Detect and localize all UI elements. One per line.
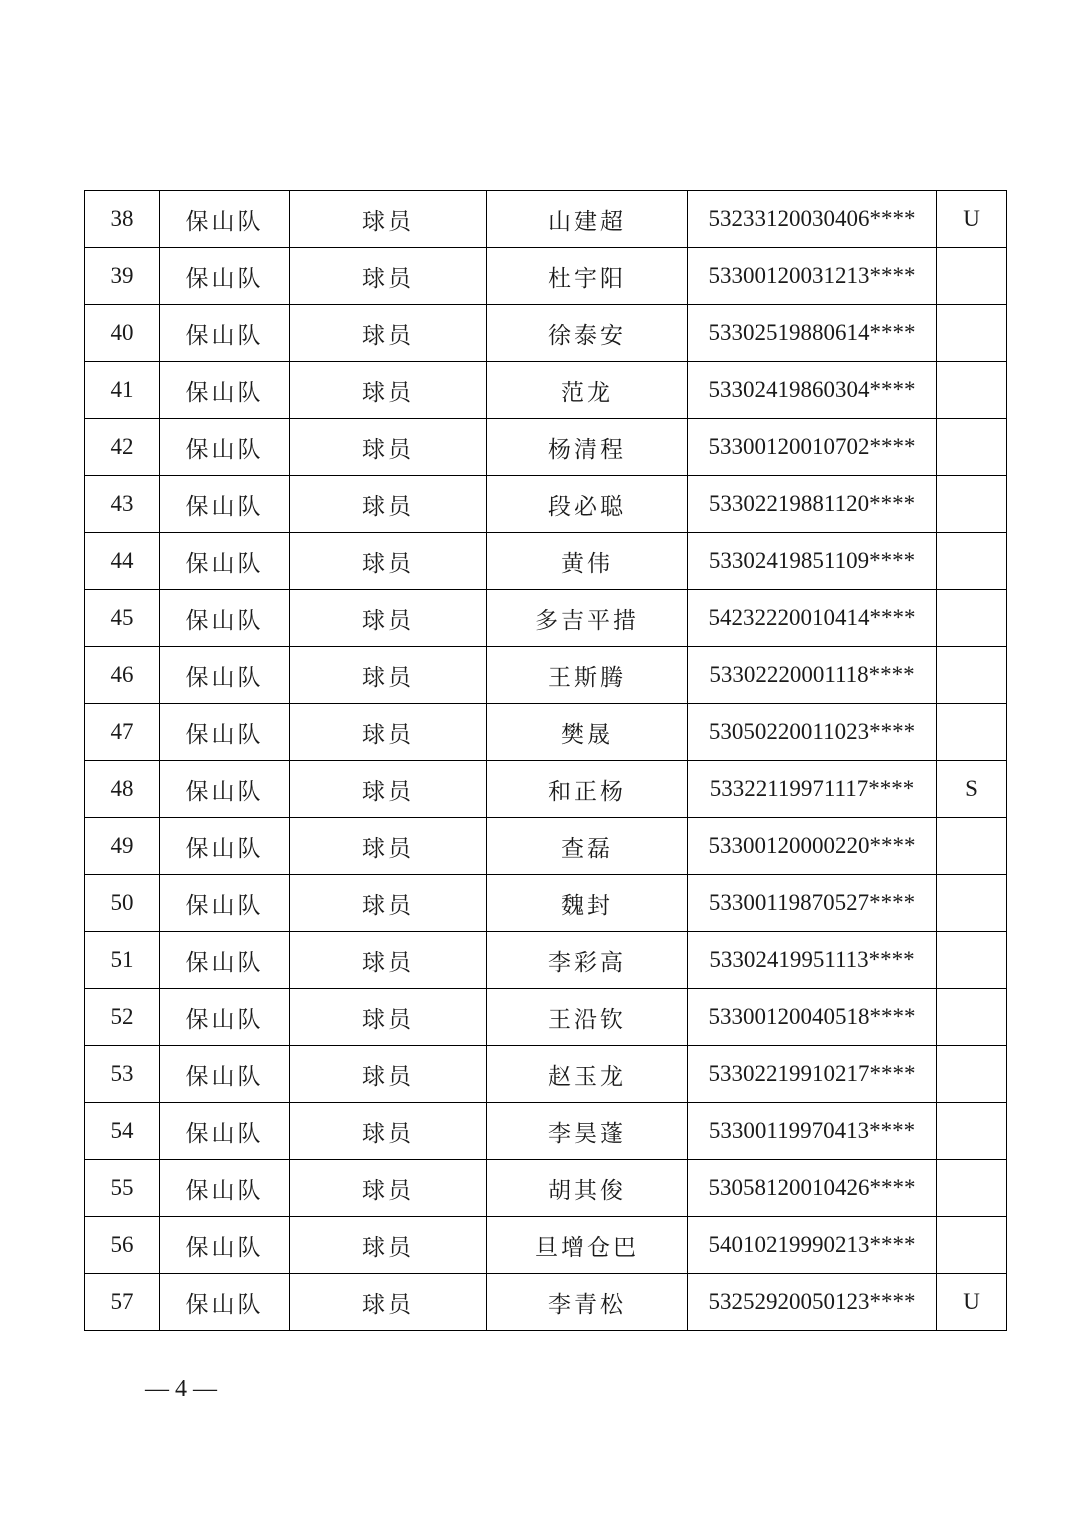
row-number-cell: 41 <box>85 362 160 419</box>
team-cell: 保山队 <box>160 875 290 932</box>
team-cell: 保山队 <box>160 647 290 704</box>
table-row <box>85 419 1007 476</box>
id-number-cell: 54232220010414**** <box>688 590 937 647</box>
note-cell: U <box>937 1274 1007 1331</box>
team-cell: 保山队 <box>160 476 290 533</box>
row-number-cell: 42 <box>85 419 160 476</box>
role-cell: 球员 <box>290 1274 487 1331</box>
team-cell: 保山队 <box>160 1274 290 1331</box>
role-cell: 球员 <box>290 248 487 305</box>
id-number-cell: 53302419851109**** <box>688 533 937 590</box>
role-cell: 球员 <box>290 647 487 704</box>
player-name-cell: 李昊蓬 <box>487 1103 688 1160</box>
note-cell <box>937 818 1007 875</box>
row-number-cell: 49 <box>85 818 160 875</box>
table-row <box>85 476 1007 533</box>
table-row <box>85 818 1007 875</box>
id-number-cell: 53302419860304**** <box>688 362 937 419</box>
table-row <box>85 989 1007 1046</box>
player-name-cell: 王斯腾 <box>487 647 688 704</box>
row-number-cell: 40 <box>85 305 160 362</box>
role-cell: 球员 <box>290 1103 487 1160</box>
id-number-cell: 53252920050123**** <box>688 1274 937 1331</box>
table-row <box>85 1160 1007 1217</box>
player-name-cell: 旦增仓巴 <box>487 1217 688 1274</box>
role-cell: 球员 <box>290 932 487 989</box>
team-cell: 保山队 <box>160 1103 290 1160</box>
id-number-cell: 53058120010426**** <box>688 1160 937 1217</box>
role-cell: 球员 <box>290 818 487 875</box>
team-cell: 保山队 <box>160 191 290 248</box>
table-row <box>85 1274 1007 1331</box>
role-cell: 球员 <box>290 362 487 419</box>
role-cell: 球员 <box>290 419 487 476</box>
table-row <box>85 1217 1007 1274</box>
note-cell <box>937 932 1007 989</box>
table-row <box>85 248 1007 305</box>
row-number-cell: 45 <box>85 590 160 647</box>
id-number-cell: 53300120010702**** <box>688 419 937 476</box>
note-cell <box>937 1103 1007 1160</box>
team-cell: 保山队 <box>160 362 290 419</box>
team-cell: 保山队 <box>160 704 290 761</box>
team-cell: 保山队 <box>160 305 290 362</box>
table-row <box>85 191 1007 248</box>
player-name-cell: 李青松 <box>487 1274 688 1331</box>
id-number-cell: 53302220001118**** <box>688 647 937 704</box>
table-row <box>85 533 1007 590</box>
id-number-cell: 53300120040518**** <box>688 989 937 1046</box>
team-cell: 保山队 <box>160 1046 290 1103</box>
team-cell: 保山队 <box>160 1160 290 1217</box>
id-number-cell: 53322119971117**** <box>688 761 937 818</box>
id-number-cell: 53302219910217**** <box>688 1046 937 1103</box>
note-cell <box>937 419 1007 476</box>
note-cell <box>937 989 1007 1046</box>
role-cell: 球员 <box>290 989 487 1046</box>
player-name-cell: 徐泰安 <box>487 305 688 362</box>
player-name-cell: 王沿钦 <box>487 989 688 1046</box>
player-name-cell: 杨清程 <box>487 419 688 476</box>
role-cell: 球员 <box>290 1160 487 1217</box>
table-row <box>85 875 1007 932</box>
note-cell <box>937 1160 1007 1217</box>
row-number-cell: 46 <box>85 647 160 704</box>
team-cell: 保山队 <box>160 761 290 818</box>
table-row <box>85 932 1007 989</box>
note-cell <box>937 704 1007 761</box>
id-number-cell: 53302219881120**** <box>688 476 937 533</box>
player-name-cell: 胡其俊 <box>487 1160 688 1217</box>
player-name-cell: 杜宇阳 <box>487 248 688 305</box>
role-cell: 球员 <box>290 1046 487 1103</box>
team-cell: 保山队 <box>160 989 290 1046</box>
id-number-cell: 53302519880614**** <box>688 305 937 362</box>
role-cell: 球员 <box>290 533 487 590</box>
team-cell: 保山队 <box>160 533 290 590</box>
role-cell: 球员 <box>290 875 487 932</box>
player-name-cell: 和正杨 <box>487 761 688 818</box>
table-row <box>85 761 1007 818</box>
row-number-cell: 53 <box>85 1046 160 1103</box>
role-cell: 球员 <box>290 761 487 818</box>
note-cell <box>937 476 1007 533</box>
table-row <box>85 362 1007 419</box>
table-row <box>85 305 1007 362</box>
role-cell: 球员 <box>290 476 487 533</box>
row-number-cell: 56 <box>85 1217 160 1274</box>
note-cell: U <box>937 191 1007 248</box>
player-name-cell: 山建超 <box>487 191 688 248</box>
row-number-cell: 47 <box>85 704 160 761</box>
note-cell <box>937 305 1007 362</box>
note-cell <box>937 1046 1007 1103</box>
id-number-cell: 53300119970413**** <box>688 1103 937 1160</box>
team-cell: 保山队 <box>160 932 290 989</box>
team-cell: 保山队 <box>160 419 290 476</box>
team-cell: 保山队 <box>160 248 290 305</box>
table-row <box>85 590 1007 647</box>
note-cell: S <box>937 761 1007 818</box>
id-number-cell: 53300120000220**** <box>688 818 937 875</box>
role-cell: 球员 <box>290 191 487 248</box>
note-cell <box>937 875 1007 932</box>
team-cell: 保山队 <box>160 1217 290 1274</box>
row-number-cell: 52 <box>85 989 160 1046</box>
note-cell <box>937 590 1007 647</box>
note-cell <box>937 647 1007 704</box>
id-number-cell: 53300120031213**** <box>688 248 937 305</box>
note-cell <box>937 362 1007 419</box>
player-name-cell: 樊晟 <box>487 704 688 761</box>
table-row <box>85 1046 1007 1103</box>
role-cell: 球员 <box>290 704 487 761</box>
id-number-cell: 53050220011023**** <box>688 704 937 761</box>
row-number-cell: 51 <box>85 932 160 989</box>
note-cell <box>937 248 1007 305</box>
player-name-cell: 李彩高 <box>487 932 688 989</box>
player-name-cell: 赵玉龙 <box>487 1046 688 1103</box>
row-number-cell: 54 <box>85 1103 160 1160</box>
id-number-cell: 53302419951113**** <box>688 932 937 989</box>
player-name-cell: 魏封 <box>487 875 688 932</box>
note-cell <box>937 1217 1007 1274</box>
roster-table-body <box>85 191 1007 1331</box>
row-number-cell: 57 <box>85 1274 160 1331</box>
id-number-cell: 53233120030406**** <box>688 191 937 248</box>
table-row <box>85 1103 1007 1160</box>
player-name-cell: 多吉平措 <box>487 590 688 647</box>
row-number-cell: 43 <box>85 476 160 533</box>
row-number-cell: 55 <box>85 1160 160 1217</box>
player-roster-table <box>84 190 1007 1331</box>
player-name-cell: 段必聪 <box>487 476 688 533</box>
row-number-cell: 38 <box>85 191 160 248</box>
row-number-cell: 39 <box>85 248 160 305</box>
note-cell <box>937 533 1007 590</box>
row-number-cell: 50 <box>85 875 160 932</box>
row-number-cell: 44 <box>85 533 160 590</box>
row-number-cell: 48 <box>85 761 160 818</box>
table-row <box>85 647 1007 704</box>
page-number: — 4 — <box>145 1376 217 1402</box>
id-number-cell: 54010219990213**** <box>688 1217 937 1274</box>
table-row <box>85 704 1007 761</box>
player-name-cell: 黄伟 <box>487 533 688 590</box>
team-cell: 保山队 <box>160 818 290 875</box>
id-number-cell: 53300119870527**** <box>688 875 937 932</box>
role-cell: 球员 <box>290 1217 487 1274</box>
role-cell: 球员 <box>290 305 487 362</box>
role-cell: 球员 <box>290 590 487 647</box>
player-name-cell: 查磊 <box>487 818 688 875</box>
player-name-cell: 范龙 <box>487 362 688 419</box>
team-cell: 保山队 <box>160 590 290 647</box>
